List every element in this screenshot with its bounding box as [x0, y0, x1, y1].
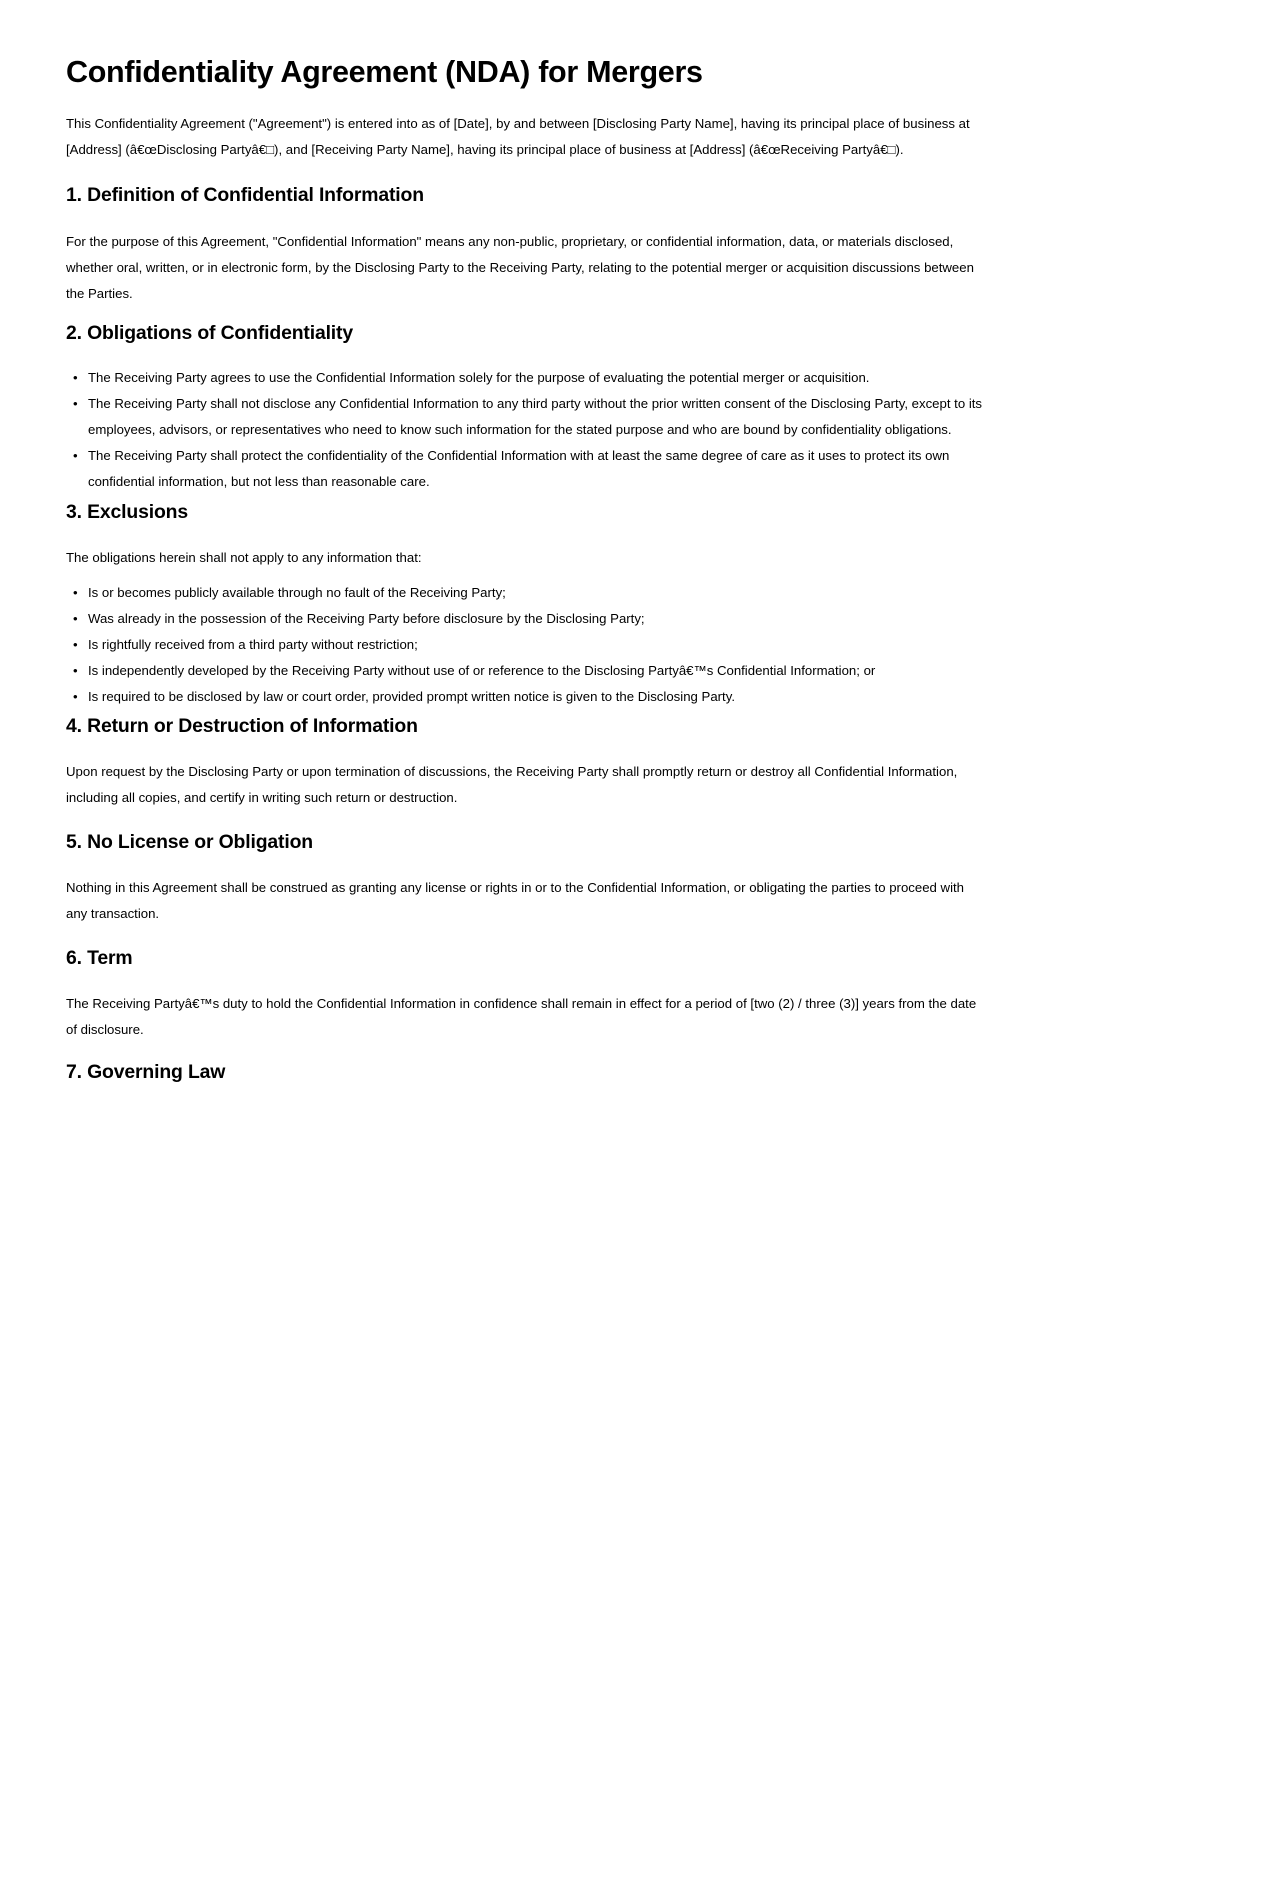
- list-item: • Was already in the possession of the Receiving Party before disclosure by the Disclosing Party;: [88, 606, 982, 632]
- section-bullet-list-2: [66, 365, 982, 495]
- section-paragraph-6: The Receiving Partyâ€™s duty to hold the Confidential Information in confidence shall remain in effect for a period of [two (2) / three (3)] years from the date of disclosure.: [66, 996, 977, 1037]
- page-title: Confidentiality Agreement (NDA) for Mergers: [66, 55, 703, 89]
- section-paragraph-5: Nothing in this Agreement shall be construed as granting any license or rights in or to the Confidential Information, or obligating the parties to proceed with any transaction.: [66, 880, 964, 921]
- list-item: • Is independently developed by the Receiving Party without use of or reference to the Disclosing Partyâ€™s Confidential Information; or: [88, 658, 982, 684]
- section-heading-1: 1. Definition of Confidential Information: [66, 184, 424, 206]
- section-heading-3: 3. Exclusions: [66, 501, 188, 523]
- list-item: • The Receiving Party shall protect the confidentiality of the Confidential Information with at least the same degree of care as it uses to protect its own confidential information, but not less than reasonable care.: [88, 443, 982, 495]
- list-item: • The Receiving Party shall not disclose any Confidential Information to any third party without the prior written consent of the Disclosing Party, except to its employees, advisors, or representatives who need to know such information for the stated purpose and who are bound by confidentiality obligations.: [88, 391, 982, 443]
- document-body: [66, 0, 982, 1082]
- list-item: • Is or becomes publicly available through no fault of the Receiving Party;: [88, 580, 982, 606]
- section-paragraph-3: The obligations herein shall not apply to any information that:: [66, 550, 422, 565]
- section-heading-6: 6. Term: [66, 947, 133, 969]
- section-paragraph-1: For the purpose of this Agreement, "Confidential Information" means any non-public, proprietary, or confidential information, data, or materials disclosed, whether oral, written, or in electronic form, by the Disclosing Party to the Receiving Party, relating to the potential merger or acquisition discussions between the Parties.: [66, 234, 974, 301]
- section-heading-7: 7. Governing Law: [66, 1061, 226, 1082]
- section-bullet-list-3: [66, 580, 982, 710]
- list-item: • The Receiving Party agrees to use the Confidential Information solely for the purpose of evaluating the potential merger or acquisition.: [88, 365, 982, 391]
- page-bottom-whitespace: [0, 1082, 1263, 1890]
- intro-paragraph: This Confidentiality Agreement ("Agreement") is entered into as of [Date], by and between [Disclosing Party Name], having its principal place of business at [Address] (â€œDisclosing Partyâ€□), and [Receiving Party Name], having its principal place of business at [Address] (â€œReceiving Partyâ€□).: [66, 116, 970, 157]
- section-heading-2: 2. Obligations of Confidentiality: [66, 322, 353, 344]
- section-heading-4: 4. Return or Destruction of Information: [66, 715, 418, 737]
- section-heading-5: 5. No License or Obligation: [66, 831, 313, 853]
- section-paragraph-4: Upon request by the Disclosing Party or upon termination of discussions, the Receiving Party shall promptly return or destroy all Confidential Information, including all copies, and certify in writing such return or destruction.: [66, 764, 958, 805]
- list-item: • Is required to be disclosed by law or court order, provided prompt written notice is given to the Disclosing Party.: [88, 684, 982, 710]
- list-item: • Is rightfully received from a third party without restriction;: [88, 632, 982, 658]
